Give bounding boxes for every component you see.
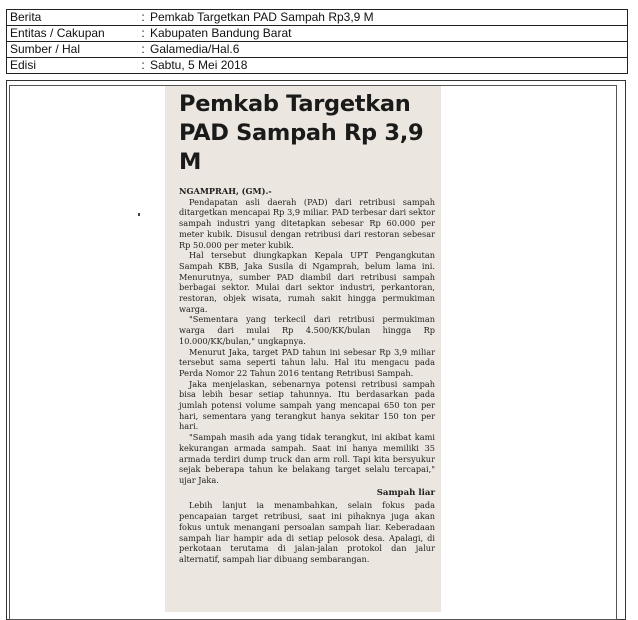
article-dateline: NGAMPRAH, (GM).- — [179, 186, 272, 196]
metadata-value: Pemkab Targetkan PAD Sampah Rp3,9 M — [147, 10, 628, 26]
metadata-row-entitas — [7, 26, 628, 42]
article-paragraph: Jaka menjelaskan, sebenarnya potensi retribusi sampah bisa lebih besar setiap tahunnya. Itu berdasarkan pada jumlah potensi volume sampah yang mencapai 650 ton per hari, sementara yang terangkut hanya sekitar 150 ton per hari. — [179, 378, 435, 432]
metadata-label: Berita — [7, 10, 140, 26]
metadata-label: Edisi — [7, 58, 140, 74]
article-paragraph: Lebih lanjut ia menambahkan, selain fokus pada pencapaian target retribusi, saat ini pihaknya juga akan fokus untuk menangani persoalan sampah liar. Keberadaan sampah liar hampir ada di setiap pelosok desa. Apalagi, di perkotaan terutama di jalan-jalan protokol dan jalur alternatif, sampah liar dibuang sembarangan. — [179, 500, 435, 564]
article-paragraph: "Sementara yang terkecil dari retribusi permukiman warga dari mulai Rp 4.500/KK/bulan hingga Rp 10.000/KK/bulan," ungkapnya. — [179, 314, 435, 346]
metadata-table — [6, 9, 628, 74]
article-paragraph: Pendapatan asli daerah (PAD) dari retribusi sampah ditargetkan mencapai Rp 3,9 miliar. PAD terbesar dari sektor sampah industri yang ditetapkan sebesar Rp 60.000 per meter kubik. Disusul dengan retribusi dari restoran sebesar Rp 50.000 per meter kubik. — [179, 196, 435, 250]
article-subhead: Sampah liar — [376, 487, 435, 498]
metadata-row-sumber — [7, 42, 628, 58]
scan-speck — [138, 213, 140, 216]
metadata-label: Entitas / Cakupan — [7, 26, 140, 42]
headline-line-2: PAD Sampah Rp 3,9 M — [179, 120, 424, 175]
metadata-row-edisi — [7, 58, 628, 74]
article-paragraph: Hal tersebut diungkapkan Kepala UPT Pengangkutan Sampah KBB, Jaka Susila di Ngamprah, belum lama ini. Menurutnya, sumber PAD diambil dari retribusi sampah berbagai sektor. Mulai dari sektor industri, perkantoran, restoran, objek wisata, rumah sakit hingga permukiman warga. — [179, 250, 435, 314]
metadata-label: Sumber / Hal — [7, 42, 140, 58]
metadata-colon: : — [139, 58, 147, 74]
article-headline — [179, 90, 441, 177]
metadata-value: Galamedia/Hal.6 — [147, 42, 628, 58]
metadata-value: Sabtu, 5 Mei 2018 — [147, 58, 628, 74]
metadata-row-berita — [7, 10, 628, 26]
metadata-colon: : — [139, 42, 147, 58]
headline-line-1: Pemkab Targetkan — [179, 91, 411, 117]
article-body — [179, 186, 435, 565]
metadata-colon: : — [139, 10, 147, 26]
article-paragraph: "Sampah masih ada yang tidak terangkut, ini akibat kami kekurangan armada sampah. Saat ini hanya memiliki 35 armada terdiri dump truck dan arm roll. Tapi kita bersyukur sejak beberapa tahun ke belakang target selalu tercapai," ujar Jaka. — [179, 432, 435, 485]
article-paragraph: Menurut Jaka, target PAD tahun ini sebesar Rp 3,9 miliar tersebut sama seperti tahun lalu. Hal itu mengacu pada Perda Nomor 22 Tahun 2016 tentang Retribusi Sampah. — [179, 346, 435, 378]
metadata-colon: : — [139, 26, 147, 42]
metadata-value: Kabupaten Bandung Barat — [147, 26, 628, 42]
newspaper-clipping — [165, 86, 441, 612]
